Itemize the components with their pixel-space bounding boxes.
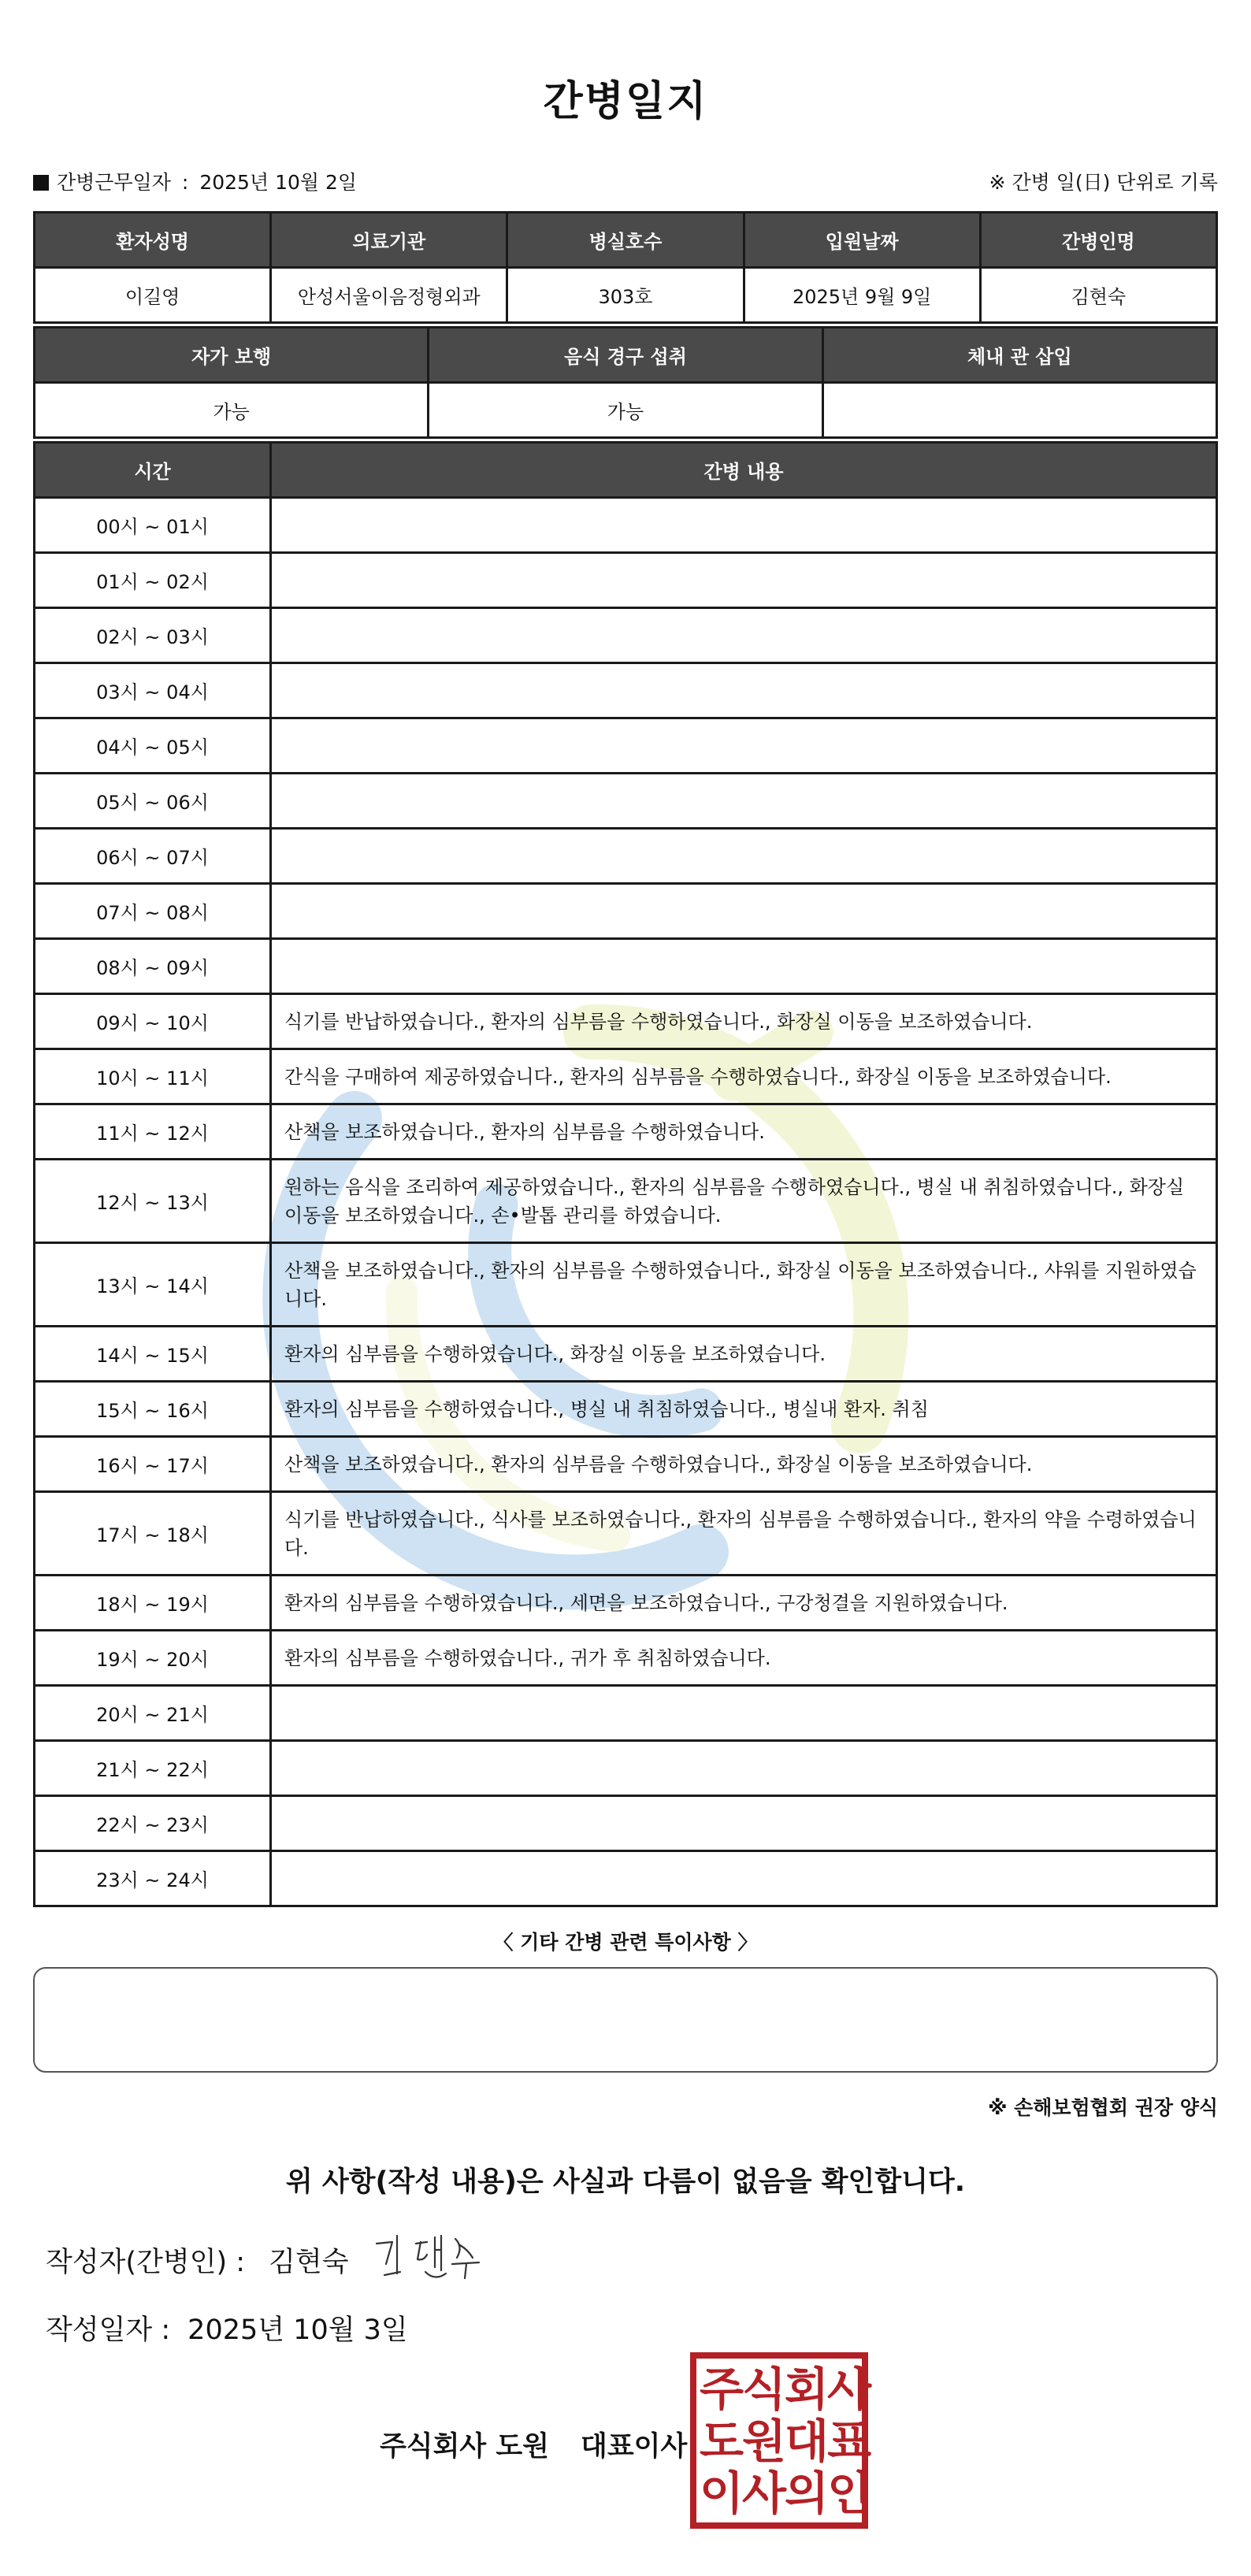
time-cell: 22시 ~ 23시 [35,1796,271,1851]
content-cell: 환자의 심부름을 수행하였습니다., 병실 내 취침하였습니다., 병실내 환자. 취침 [271,1382,1217,1437]
page-title: 간병일지 [543,78,708,125]
time-cell: 23시 ~ 24시 [35,1851,271,1906]
seal-line: 도원대표 [700,2415,871,2468]
ability-value-row [35,383,1217,438]
header-oral-intake: 음식 경구 섭취 [429,328,822,383]
time-cell: 13시 ~ 14시 [35,1243,271,1327]
time-cell: 04시 ~ 05시 [35,718,271,774]
content-cell: 산책을 보조하였습니다., 환자의 심부름을 수행하였습니다. [271,1104,1217,1160]
time-cell: 09시 ~ 10시 [35,994,271,1049]
content-cell [271,1686,1217,1741]
time-cell: 17시 ~ 18시 [35,1492,271,1576]
table-row [35,608,1217,663]
table-row [35,1160,1217,1243]
table-row [35,829,1217,884]
writer-name: 김현숙 [269,2247,349,2278]
representative-title: 대표이사 [581,2431,688,2463]
writer-label: 작성자(간병인) : [46,2247,246,2278]
header-self-walking: 자가 보행 [35,328,429,383]
header-hospital: 의료기관 [271,213,507,268]
time-cell: 01시 ~ 02시 [35,553,271,608]
patient-info-table [33,211,1218,324]
header-caregiver-name: 간병인명 [980,213,1216,268]
table-row [35,939,1217,994]
care-header-row [35,443,1217,498]
time-cell: 00시 ~ 01시 [35,498,271,553]
admission-date-value: 2025년 9월 9일 [744,268,980,323]
table-row [35,1686,1217,1741]
written-date-label: 작성일자 : [46,2314,171,2346]
header-care-content: 간병 내용 [271,443,1217,498]
time-cell: 02시 ~ 03시 [35,608,271,663]
patient-info-header-row [35,213,1217,268]
content-cell [271,1741,1217,1796]
content-cell [271,829,1217,884]
content-cell [271,1796,1217,1851]
association-form-note: ※ 손해보험협회 권장 양식 [988,2096,1218,2119]
table-row [35,1327,1217,1382]
time-cell: 08시 ~ 09시 [35,939,271,994]
table-row [35,553,1217,608]
time-cell: 06시 ~ 07시 [35,829,271,884]
time-cell: 16시 ~ 17시 [35,1437,271,1492]
content-cell: 환자의 심부름을 수행하였습니다., 화장실 이동을 보조하였습니다. [271,1327,1217,1382]
content-cell [271,553,1217,608]
duty-date [33,167,357,195]
company-line [380,2425,687,2464]
company-name: 주식회사 도원 [380,2431,550,2463]
content-cell: 환자의 심부름을 수행하였습니다., 세면을 보조하였습니다., 구강청결을 지원하였습니다. [271,1576,1217,1631]
time-cell: 15시 ~ 16시 [35,1382,271,1437]
patient-info-value-row [35,268,1217,323]
square-bullet-icon [33,175,49,191]
table-row [35,1851,1217,1906]
content-cell [271,663,1217,718]
record-unit-note: ※ 간병 일(日) 단위로 기록 [989,171,1218,194]
content-cell [271,608,1217,663]
content-cell [271,718,1217,774]
content-cell: 산책을 보조하였습니다., 환자의 심부름을 수행하였습니다., 화장실 이동을 보조하였습니다., 샤워를 지원하였습니다. [271,1243,1217,1327]
time-cell: 21시 ~ 22시 [35,1741,271,1796]
content-cell: 식기를 반납하였습니다., 식사를 보조하였습니다., 환자의 심부름을 수행하였습니다., 환자의 약을 수령하였습니다. [271,1492,1217,1576]
written-date-value: 2025년 10월 3일 [187,2314,408,2346]
table-row [35,884,1217,939]
content-cell: 원하는 음식을 조리하여 제공하였습니다., 환자의 심부름을 수행하였습니다., 병실 내 취침하였습니다., 화장실 이동을 보조하였습니다., 손•발톱 관리를 하였습니다. [271,1160,1217,1243]
table-row [35,1631,1217,1686]
time-cell: 19시 ~ 20시 [35,1631,271,1686]
oral-intake-value: 가능 [429,383,822,438]
content-cell: 환자의 심부름을 수행하였습니다., 귀가 후 취침하였습니다. [271,1631,1217,1686]
special-notes-box [33,1967,1218,2073]
time-cell: 14시 ~ 15시 [35,1327,271,1382]
header-internal-tube: 체내 관 삽입 [822,328,1216,383]
table-row [35,1437,1217,1492]
time-cell: 18시 ~ 19시 [35,1576,271,1631]
confirmation-statement: 위 사항(작성 내용)은 사실과 다름이 없음을 확인합니다. [285,2166,966,2198]
content-cell [271,498,1217,553]
internal-tube-value [822,383,1216,438]
patient-name-value: 이길영 [35,268,271,323]
hourly-care-table [33,441,1218,1907]
room-number-value: 303호 [507,268,744,323]
table-row [35,1796,1217,1851]
table-row [35,498,1217,553]
time-cell: 20시 ~ 21시 [35,1686,271,1741]
duty-date-value: 2025년 10월 2일 [199,171,358,194]
hospital-value: 안성서울이음정형외과 [271,268,507,323]
time-cell: 07시 ~ 08시 [35,884,271,939]
content-cell: 식기를 반납하였습니다., 환자의 심부름을 수행하였습니다., 화장실 이동을 보조하였습니다. [271,994,1217,1049]
time-cell: 03시 ~ 04시 [35,663,271,718]
table-row [35,718,1217,774]
table-row [35,1741,1217,1796]
handwritten-signature-icon [369,2226,503,2289]
patient-ability-table [33,326,1218,439]
company-seal-stamp [690,2352,871,2529]
time-cell: 12시 ~ 13시 [35,1160,271,1243]
content-cell [271,939,1217,994]
self-walking-value: 가능 [35,383,429,438]
seal-line: 주식회사 [700,2363,871,2416]
table-row [35,1382,1217,1437]
content-cell [271,1851,1217,1906]
table-row [35,1049,1217,1104]
table-row [35,774,1217,829]
ability-header-row [35,328,1217,383]
special-notes-title: 〈 기타 간병 관련 특이사항 〉 [493,1931,758,1954]
content-cell [271,884,1217,939]
time-cell: 11시 ~ 12시 [35,1104,271,1160]
written-date-line [46,2308,408,2348]
content-cell: 간식을 구매하여 제공하였습니다., 환자의 심부름을 수행하였습니다., 화장실 이동을 보조하였습니다. [271,1049,1217,1104]
time-cell: 05시 ~ 06시 [35,774,271,829]
caregiver-name-value: 김현숙 [980,268,1216,323]
table-row [35,1104,1217,1160]
table-row [35,1576,1217,1631]
header-time: 시간 [35,443,271,498]
header-room-number: 병실호수 [507,213,744,268]
header-admission-date: 입원날짜 [744,213,980,268]
table-row [35,994,1217,1049]
table-row [35,1243,1217,1327]
seal-line: 이사의인 [700,2467,871,2520]
header-patient-name: 환자성명 [35,213,271,268]
table-row [35,1492,1217,1576]
writer-line [46,2240,349,2280]
duty-date-label: 간병근무일자 [57,171,171,194]
duty-date-colon: : [181,171,189,194]
table-row [35,663,1217,718]
content-cell [271,774,1217,829]
content-cell: 산책을 보조하였습니다., 환자의 심부름을 수행하였습니다., 화장실 이동을 보조하였습니다. [271,1437,1217,1492]
time-cell: 10시 ~ 11시 [35,1049,271,1104]
